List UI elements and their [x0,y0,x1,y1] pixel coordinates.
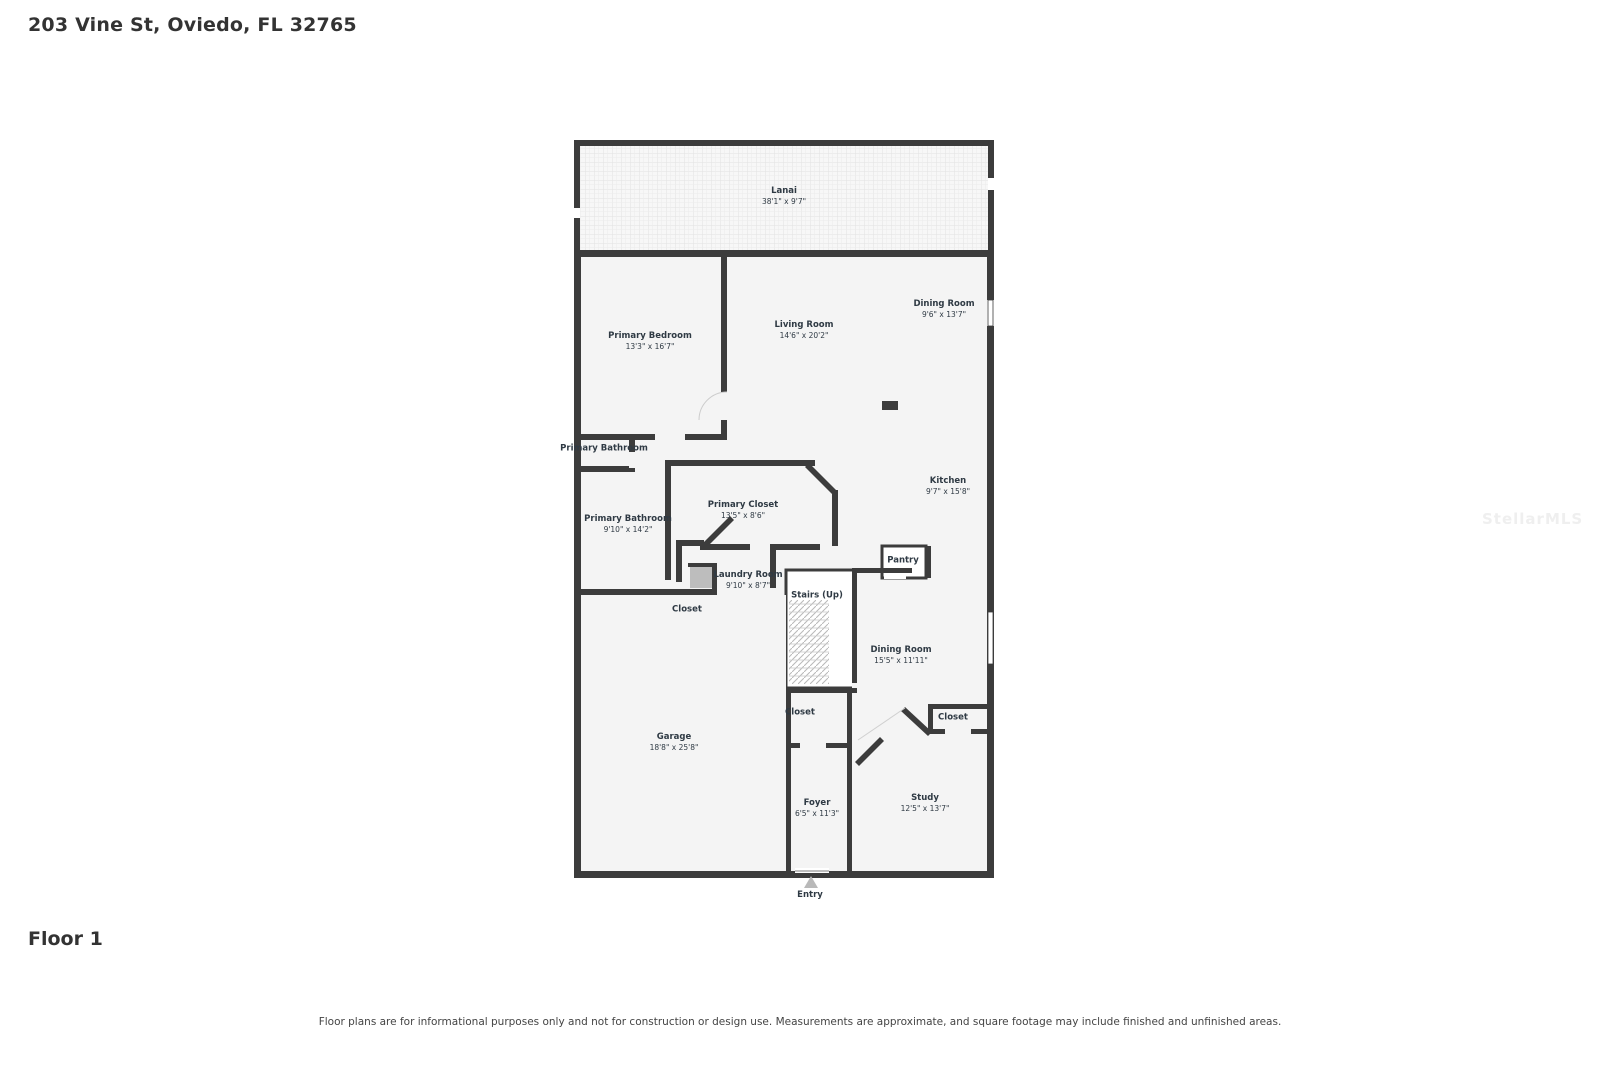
room-name: Living Room [774,320,834,330]
room-name: Lanai [771,186,797,196]
room-name: Primary Closet [707,500,779,510]
entry-label: Entry [797,890,823,900]
watermark: StellarMLS [1482,510,1584,528]
room-dimensions: 13'3" x 16'7" [625,341,675,351]
room-dimensions: 9'6" x 13'7" [921,309,967,319]
floor-label: Floor 1 [28,928,103,950]
room-name: Dining Room [913,299,975,309]
room-dimensions: 18'8" x 25'8" [649,742,699,752]
room-name: Dining Room [870,645,932,655]
room-name: Closet [672,604,702,615]
room-dimensions: 15'5" x 11'11" [874,655,928,665]
room-name: Stairs (Up) [791,590,843,601]
room-dimensions: 13'5" x 8'6" [720,510,766,520]
room-name: Foyer [803,798,831,808]
room-dimensions: 9'10" x 8'7" [725,580,771,590]
room-name: Study [911,793,939,803]
disclaimer-text: Floor plans are for informational purposes only and not for construction or design use. Measurements are approximate, and square footage may include finished and unfinished areas. [318,1016,1282,1028]
room-name: Primary Bathroom [584,514,672,524]
room-dimensions: 9'7" x 15'8" [925,486,971,496]
room-dimensions: 6'5" x 11'3" [794,808,840,818]
room-name: Primary Bedroom [608,331,692,341]
room-name: Garage [656,732,692,742]
room-name: Closet [938,712,968,723]
room-name: Closet [785,707,815,718]
room-name: Kitchen [929,476,967,486]
room-dimensions: 38'1" x 9'7" [761,196,807,206]
room-dimensions: 12'5" x 13'7" [900,803,950,813]
room-dimensions: 9'10" x 14'2" [603,524,653,534]
room-dimensions: 14'6" x 20'2" [779,330,829,340]
page-title: 203 Vine St, Oviedo, FL 32765 [28,14,357,36]
room-name: Pantry [887,555,919,566]
room-name: Laundry Room [713,570,783,580]
room-name: Primary Bathroom [560,443,648,454]
